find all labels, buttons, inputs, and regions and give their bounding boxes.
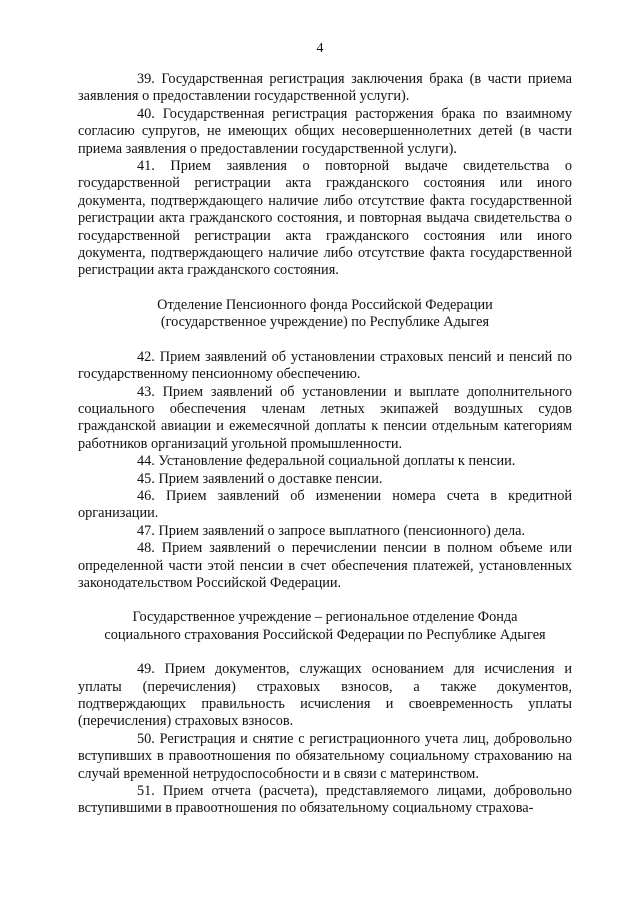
list-item-45: 45. Прием заявлений о доставке пенсии. [137, 470, 383, 487]
list-item-49: 49. Прием документов, служащих основанием для исчисления и уплаты (перечисления) страховых взносов, а также документов, подтверждающих правильность исчисления и своевременность уплаты (перечисления) страховых взносов. [78, 661, 572, 730]
section-heading-pfr-line2: (государственное учреждение) по Республике Адыгея [160, 314, 490, 331]
document-body [78, 71, 572, 818]
section-heading-fss-line1: Государственное учреждение – региональное отделение Фонда [132, 609, 518, 626]
section-heading-fss-line2: социального страхования Российской Федерации по Республике Адыгея [104, 626, 546, 643]
list-item-47: 47. Прием заявлений о запросе выплатного (пенсионного) дела. [137, 522, 526, 539]
section-heading-fss [78, 609, 572, 644]
list-item-44: 44. Установление федеральной социальной доплаты к пенсии. [137, 453, 516, 470]
list-item-41: 41. Прием заявления о повторной выдаче свидетельства о государственной регистрации акта гражданского состояния или иного документа, подтверждающего наличие либо отсутствие факта государственной регистрации акта гражданского состояния, и повторная выдача свидетельства о государственной регистрации акта гражданского состояния или иного документа, подтверждающего наличие либо отсутствие факта государственной регистрации акта гражданского состояния. [78, 158, 572, 279]
page-number: 4 [316, 41, 324, 56]
list-item-43: 43. Прием заявлений об установлении и выплате дополнительного социального обеспечения членам летных экипажей воздушных судов гражданской авиации и ежемесячной доплаты к пенсии отдельным категориям работников организаций угольной промышленности. [78, 383, 572, 452]
list-item-39: 39. Государственная регистрация заключения брака (в части приема заявления о предоставлении государственной услуги). [78, 71, 572, 105]
list-item-51: 51. Прием отчета (расчета), представляемого лицами, добровольно вступившими в правоотношения по обязательному социальному страхова- [78, 783, 572, 817]
section-heading-pfr-line1: Отделение Пенсионного фонда Российской Федерации [157, 296, 493, 313]
list-item-46: 46. Прием заявлений об изменении номера счета в кредитной организации. [78, 487, 572, 522]
section-pfr-items [78, 349, 572, 593]
list-item-48: 48. Прием заявлений о перечислении пенсии в полном объеме или определенной части этой пенсии в счет обеспечения платежей, установленных законодательством Российской Федерации. [78, 540, 572, 591]
list-item-42: 42. Прием заявлений об установлении страховых пенсий и пенсий по государственному пенсионному обеспечению. [78, 348, 572, 383]
section-heading-pfr [78, 297, 572, 332]
section-fss-items [78, 661, 572, 818]
list-item-50: 50. Регистрация и снятие с регистрационного учета лиц, добровольно вступивших в правоотношения по обязательному социальному страхованию на случай временной нетрудоспособности и в связи с материнством. [78, 730, 572, 782]
list-item-40: 40. Государственная регистрация расторжения брака по взаимному согласию супругов, не имеющих общих несовершеннолетних детей (в части приема заявления о предоставлении государственной услуги). [78, 105, 572, 157]
